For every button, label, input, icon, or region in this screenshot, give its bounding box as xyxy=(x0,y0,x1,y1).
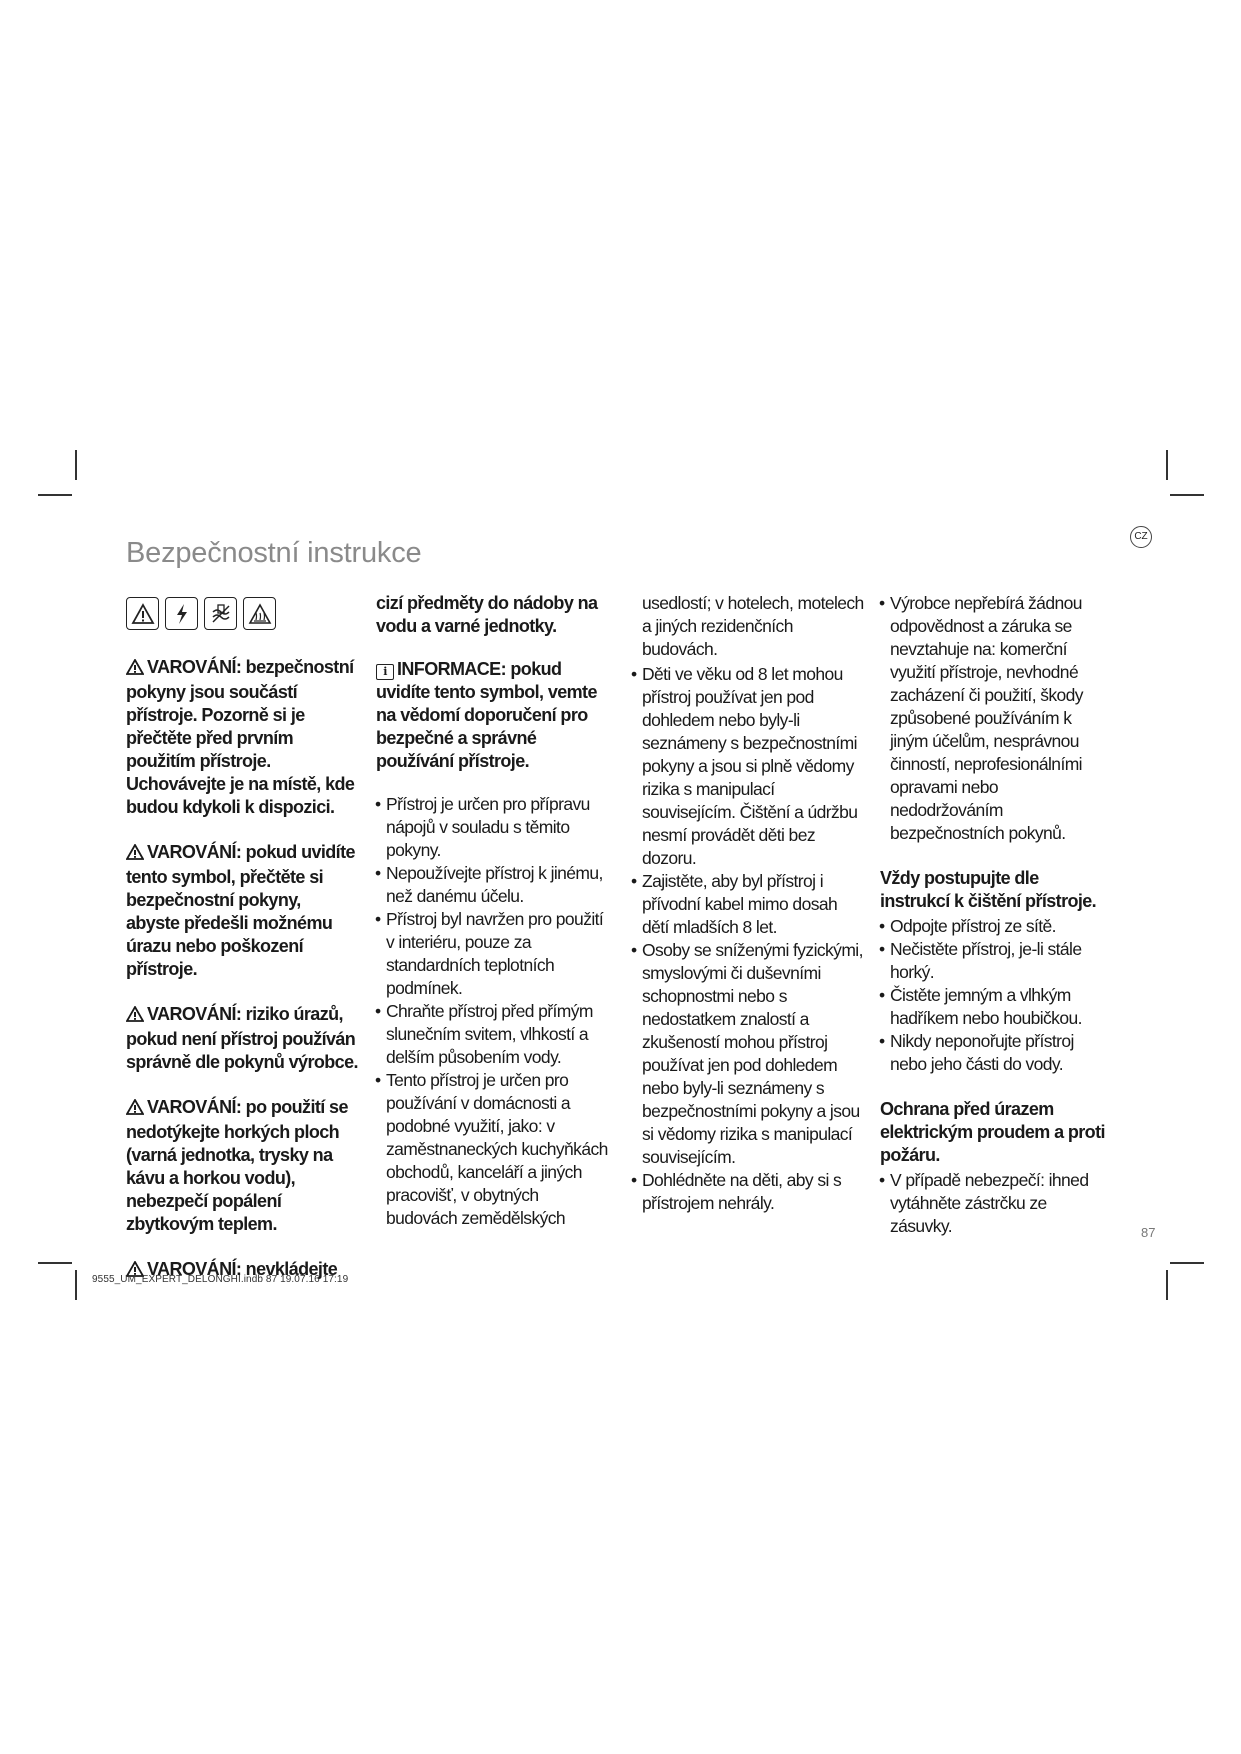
warning-label: VAROVÁNÍ: xyxy=(147,1259,242,1279)
info-paragraph xyxy=(376,658,608,773)
warning-text: bezpečnostní pokyny jsou součástí přístroje. Pozorně si je přečtěte před prvním použitím přístroje. Uchovávejte je na místě, kde budou kdykoli k dispozici. xyxy=(126,657,355,817)
list-item: • Nikdy neponořujte přístroj nebo jeho části do vody. xyxy=(880,1030,1112,1076)
page-number: 87 xyxy=(1141,1225,1156,1240)
warning-triangle-icon xyxy=(126,1098,144,1121)
bullet-list xyxy=(632,663,864,1215)
print-footer: 9555_UM_EXPERT_DELONGHI.indb 87 19.07.16 17:19 xyxy=(92,1274,349,1285)
crop-mark xyxy=(1166,450,1168,480)
list-item: • Zajistěte, aby byl přístroj i přívodní kabel mimo dosah dětí mladších 8 let. xyxy=(632,870,864,939)
section-heading: Ochrana před úrazem elektrickým proudem a proti požáru. xyxy=(880,1099,1105,1165)
continuation-text: cizí předměty do nádoby na vodu a varné jednotky. xyxy=(376,593,598,636)
list-item: • Nečistěte přístroj, je-li stále horký. xyxy=(880,938,1112,984)
list-item: • V případě nebezpečí: ihned vytáhněte zástrčku ze zásuvky. xyxy=(880,1169,1112,1238)
list-item: • Chraňte přístroj před přímým slunečním svitem, vlhkostí a delším působením vody. xyxy=(376,1000,608,1069)
bullet-list xyxy=(880,1169,1112,1238)
bullet-list xyxy=(880,592,1112,845)
safety-icons xyxy=(126,597,358,630)
list-item: • Přístroj je určen pro přípravu nápojů v souladu s těmito pokyny. xyxy=(376,793,608,862)
warning-label: VAROVÁNÍ: xyxy=(147,657,242,677)
warning-triangle-icon xyxy=(126,597,159,630)
bullet-list xyxy=(376,793,608,1230)
warning-text: nevkládejte xyxy=(241,1259,338,1279)
column-4 xyxy=(880,592,1112,1238)
warning-text: pokud uvidíte tento symbol, přečtěte si bezpečnostní pokyny, abyste předešli možnému úrazu nebo poškození přístroje. xyxy=(126,842,355,979)
warning-label: VAROVÁNÍ: xyxy=(147,1097,242,1117)
crop-mark xyxy=(38,1262,72,1264)
section-heading: Vždy postupujte dle instrukcí k čištění přístroje. xyxy=(880,868,1097,911)
crop-mark xyxy=(1170,1262,1204,1264)
crop-mark xyxy=(1170,494,1204,496)
warning-triangle-icon xyxy=(126,843,144,866)
crop-mark xyxy=(75,450,77,480)
column-2 xyxy=(376,592,608,1230)
warning-label: VAROVÁNÍ: xyxy=(147,1004,242,1024)
warning-text: po použití se nedotýkejte horkých ploch (varná jednotka, trysky na kávu a horkou vodu), nebezpečí popálení zbytkovým teplem. xyxy=(126,1097,348,1234)
language-badge: CZ xyxy=(1130,526,1152,548)
list-item: • Tento přístroj je určen pro používání v domácnosti a podobné využití, jako: v zaměstnaneckých kuchyňkách obchodů, kanceláří a jiných pracovišť, v obytných budovách zemědělských xyxy=(376,1069,608,1230)
no-immersion-icon xyxy=(204,597,237,630)
column-3 xyxy=(632,592,864,1215)
column-1 xyxy=(126,592,358,1305)
list-item: • Odpojte přístroj ze sítě. xyxy=(880,915,1112,938)
info-label: INFORMACE: xyxy=(397,659,506,679)
crop-mark xyxy=(1166,1270,1168,1300)
warning-triangle-icon xyxy=(126,1005,144,1028)
warning-paragraph xyxy=(126,1003,358,1074)
info-text: pokud uvidíte tento symbol, vemte na vědomí doporučení pro bezpečné a správné používání přístroje. xyxy=(376,659,597,771)
list-item: • Výrobce nepřebírá žádnou odpovědnost a záruka se nevztahuje na: komerční využití přístroje, nevhodné zacházení či použití, škody způsobené používáním k jiným účelům, nesprávnou činností, neprofesionálními opravami nebo nedodržováním bezpečnostních pokynů. xyxy=(880,592,1112,845)
warning-text: riziko úrazů, pokud není přístroj používán správně dle pokynů výrobce. xyxy=(126,1004,358,1072)
list-item: • Nepoužívejte přístroj k jinému, než danému účelu. xyxy=(376,862,608,908)
list-item: • Dohlédněte na děti, aby si s přístrojem nehrály. xyxy=(632,1169,864,1215)
warning-triangle-icon xyxy=(126,658,144,681)
bullet-list xyxy=(880,915,1112,1076)
list-item: • Osoby se sníženými fyzickými, smyslovými či duševními schopnostmi nebo s nedostatkem znalostí a zkušeností mohou přístroj používat jen pod dohledem nebo byly-li seznámeny s bezpečnostními pokyny a jsou si vědomy rizika s manipulací souvisejícím. xyxy=(632,939,864,1169)
crop-mark xyxy=(75,1270,77,1300)
list-item: • Děti ve věku od 8 let mohou přístroj používat jen pod dohledem nebo byly-li seznámeny s bezpečnostními pokyny a jsou si plně vědomy rizika s manipulací souvisejícím. Čištění a údržbu nesmí provádět děti bez dozoru. xyxy=(632,663,864,870)
info-icon: i xyxy=(376,664,394,680)
continuation-text: usedlostí; v hotelech, motelech a jiných rezidenčních budovách. xyxy=(642,593,864,659)
list-item: • Čistěte jemným a vlhkým hadříkem nebo houbičkou. xyxy=(880,984,1112,1030)
page-title: Bezpečnostní instrukce xyxy=(126,537,422,570)
warning-paragraph xyxy=(126,656,358,819)
list-item: • Přístroj byl navržen pro použití v interiéru, pouze za standardních teplotních podmínek. xyxy=(376,908,608,1000)
warning-label: VAROVÁNÍ: xyxy=(147,842,242,862)
electric-shock-icon xyxy=(165,597,198,630)
warning-paragraph xyxy=(126,1096,358,1236)
crop-mark xyxy=(38,494,72,496)
warning-paragraph xyxy=(126,841,358,981)
hot-surface-icon xyxy=(243,597,276,630)
